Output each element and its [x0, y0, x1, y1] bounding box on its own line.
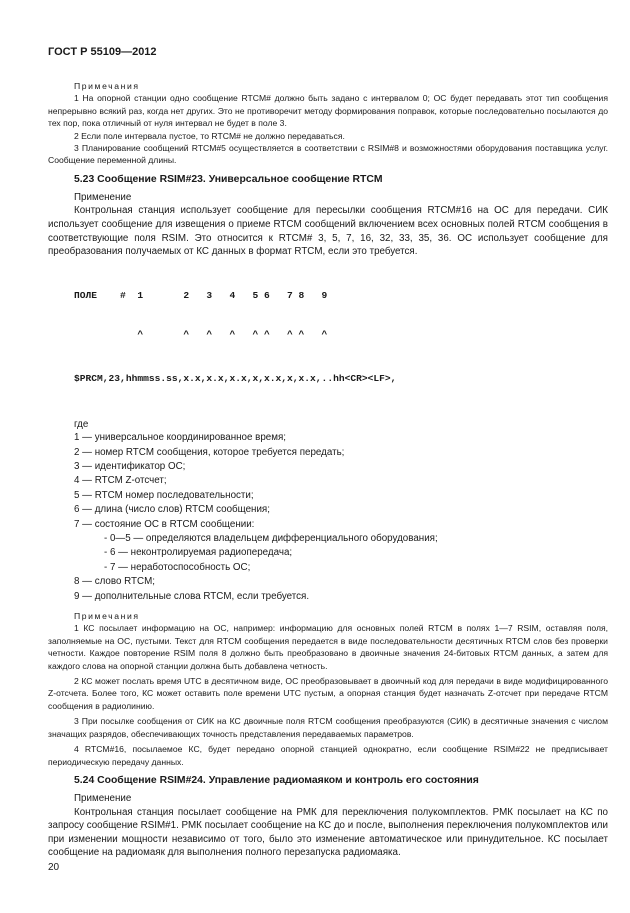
status-item: - 7 — неработоспособность ОС; — [104, 561, 251, 573]
note-item: 3 При посылке сообщения от СИК на КС двоичные поля RTCM сообщения преобразуются (СИК) в десятичные значения с числом значащих разрядов, обеспечивающих точность представления передаваемых параметров. — [48, 716, 608, 739]
notes-title: Примечания — [74, 81, 140, 91]
notes-title: Примечания — [74, 611, 140, 622]
field-item: 8 — слово RTCM; — [74, 576, 155, 588]
field-item: 3 — идентификатор ОС; — [74, 460, 186, 472]
note-item: 2 Если поле интервала пустое, то RTCM# не должно передаваться. — [74, 130, 345, 141]
usage-text: Контрольная станция посылает сообщение на РМК для переключения полукомплектов. РМК посылает на КС по запросу сообщение RSIM#1. РМК посылает сообщение на КС до и после, выполнения переключения полукомплектов или при изменении мощности независимо от того, было это изменение автоматическое или принудительное. КС посылает сообщение на радиомаяк для выполнения полного перезапуска радиомаяка. — [48, 806, 608, 859]
message-format-line: $PRCM,23,hhmmss.ss,x.x,x.x,x.x,x,x.x,x,x.x,..hh<CR><LF>, — [74, 373, 397, 385]
section-heading-5-23: 5.23 Сообщение RSIM#23. Универсальное сообщение RTCM — [74, 173, 383, 185]
field-item: 6 — длина (число слов) RTCM сообщения; — [74, 504, 270, 516]
section-heading-5-24: 5.24 Сообщение RSIM#24. Управление радиомаяком и контроль его состояния — [74, 774, 479, 786]
note-item: 4 RTCM#16, посылаемое КС, будет передано опорной станцией однократно, если сообщение RSIM#22 не предписывает периодическую передачу данных. — [48, 744, 608, 767]
caret-line: ^ ^ ^ ^ ^ ^ ^ ^ ^ — [74, 328, 328, 340]
format-block — [48, 265, 608, 412]
field-item: 7 — состояние ОС в RTCM сообщении: — [74, 518, 255, 530]
document-id: ГОСТ Р 55109—2012 — [48, 46, 157, 58]
usage-label: Применение — [74, 792, 132, 804]
status-sublist — [48, 532, 608, 575]
field-list — [48, 431, 608, 532]
page-body — [48, 80, 608, 860]
note-item: 1 На опорной станции одно сообщение RTCM# должно быть задано с интервалом 0; ОС будет передавать этот тип сообщения непрерывно всякий раз, когда нет других. Это не противоречит методу формирования поправок, которые последовательно посылаются до тех пор, пока отличный от нуля интервал не будет в поле 3. — [48, 93, 608, 129]
field-list-end — [48, 575, 608, 604]
usage-text: Контрольная станция использует сообщение для пересылки сообщения RTCM#16 на ОС для передачи. СИК использует сообщение для извещения о приеме RTCM сообщений включением всех основных полей RTCM сообщения в соответствующие поля RSIM. Это относится к RTCM# 3, 5, 7, 16, 32, 33, 35, 36. ОС использует сообщение для преобразования получаемых от КС данных в формат RTCM, если это требуется. — [48, 205, 608, 258]
field-item: 5 — RTCM номер последовательности; — [74, 489, 254, 501]
field-item: 1 — универсальное координированное время; — [74, 432, 286, 444]
status-item: - 6 — неконтролируемая радиопередача; — [104, 547, 293, 559]
page-number: 20 — [48, 862, 60, 873]
note-item: 2 КС может послать время UTC в десятичном виде, ОС преобразовывает в двоичный код для передачи в виде модифицированного Z-отсчета. Более того, КС может оставить поле времени UTC пустым, а опорная станция будет назначать Z-отсчет при передаче RTCM сообщения в радиолинию. — [48, 676, 608, 711]
field-item: 2 — номер RTCM сообщения, которое требуется передать; — [74, 446, 345, 458]
note-item: 1 КС посылает информацию на ОС, например: информацию для основных полей RTCM в полях 1—7 RSIM, оставляя поля, заполняемые на ОС, пустыми. Текст для RTCM сообщения передается в виде последовательности десятичных RTCM слов без проверки четности. Каждое повторение RSIM поля 8 должно быть преобразовано в двоичные значения 24-битовых RTCM данных, а затем для каждого слова на опорной станции должна быть добавлена четность. — [48, 623, 608, 671]
where-label: где — [74, 418, 89, 430]
status-item: - 0—5 — определяются владельцем дифференциального оборудования; — [104, 533, 438, 545]
field-item: 4 — RTCM Z-отсчет; — [74, 475, 167, 487]
note-item: 3 Планирование сообщений RTCM#5 осуществляется в соответствии с RSIM#8 и возможностями оборудования поставщика услуг. Сообщение переменной длины. — [48, 143, 608, 166]
field-item: 9 — дополнительные слова RTCM, если требуется. — [74, 590, 310, 602]
field-numbers-line: ПОЛЕ # 1 2 3 4 5 6 7 8 9 — [74, 290, 328, 302]
usage-label: Применение — [74, 191, 132, 203]
